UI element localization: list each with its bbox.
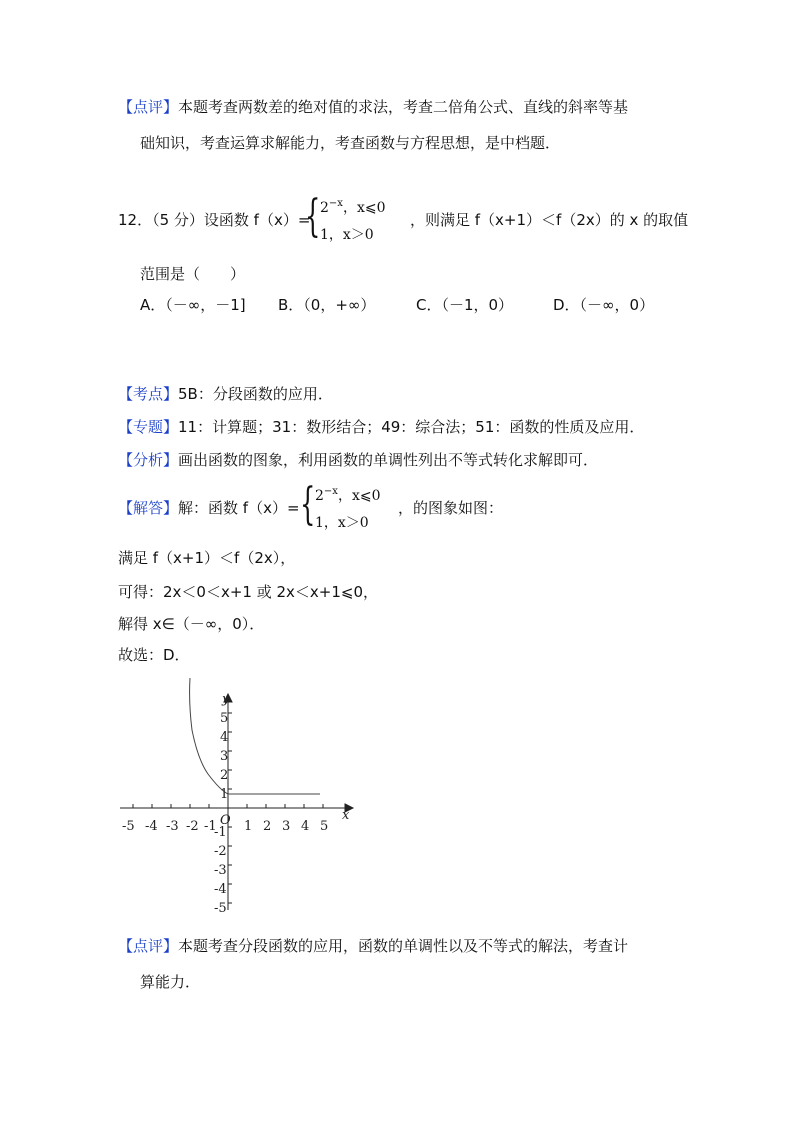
point-text: 5B：分段函数的应用． xyxy=(178,385,333,403)
option-b: B．（0，+∞） xyxy=(278,296,376,314)
y-tick-label: -5 xyxy=(214,901,227,916)
y-tick-label: -1 xyxy=(214,825,227,840)
x-tick-label: 4 xyxy=(301,819,310,834)
solution-tag: 【解答】 xyxy=(118,499,179,517)
option-a: A．（－∞，－1] xyxy=(140,296,246,314)
review-2-line-2: 算能力． xyxy=(140,973,201,991)
topic-tag: 【专题】 xyxy=(118,418,179,436)
x-tick-label: -2 xyxy=(186,819,199,834)
piecewise-brace: { xyxy=(305,191,321,242)
topic-text: 11：计算题；31：数形结合；49：综合法；51：函数的性质及应用． xyxy=(178,418,645,436)
question-case-1: $2^{-x}$，x⩽0 xyxy=(320,198,386,216)
y-tick-label: 5 xyxy=(220,711,229,726)
option-c: C．（－1，0） xyxy=(416,296,514,314)
x-tick-label: 1 xyxy=(244,819,253,834)
x-tick-label: 2 xyxy=(263,819,272,834)
option-d: D．（－∞，0） xyxy=(553,296,655,314)
analysis-text: 画出函数的图象，利用函数的单调性列出不等式转化求解即可． xyxy=(178,451,599,469)
x-tick-label: -1 xyxy=(204,819,217,834)
x-tick-label: -4 xyxy=(145,819,158,834)
solution-case-2: 1，x＞0 xyxy=(315,515,369,531)
question-prefix: 12．（5 分）设函数 f（x）= xyxy=(118,211,311,229)
review-tag: 【点评】 xyxy=(118,937,179,955)
review-1-line-1 xyxy=(118,97,628,117)
solution-intro: 解：函数 f（x）= xyxy=(178,499,300,517)
solution-case-1: $2^{-x}$，x⩽0 xyxy=(315,486,381,504)
y-tick-label: 1 xyxy=(220,787,229,802)
analysis-line xyxy=(118,450,598,470)
x-tick-label: -3 xyxy=(166,819,179,834)
question-suffix: ，则满足 f（x+1）＜f（2x）的 x 的取值 xyxy=(410,211,689,229)
point-tag: 【考点】 xyxy=(118,385,179,403)
point-line xyxy=(118,384,333,404)
y-axis-label: y xyxy=(222,692,230,707)
solution-piecewise-brace: { xyxy=(300,479,316,530)
review-tag: 【点评】 xyxy=(118,98,179,116)
solution-step-1: 满足 f（x+1）＜f（2x）， xyxy=(118,549,296,567)
origin-label: O xyxy=(220,813,231,828)
function-graph xyxy=(110,670,370,925)
x-axis-label: x xyxy=(342,808,350,823)
y-tick-label: 2 xyxy=(220,768,229,783)
y-tick-label: 3 xyxy=(220,749,229,764)
solution-step-2: 可得：2x＜0＜x+1 或 2x＜x+1⩽0， xyxy=(118,583,379,601)
question-case-2: 1，x＞0 xyxy=(320,227,374,243)
solution-step-4: 故选：D． xyxy=(118,646,190,664)
y-tick-label: -2 xyxy=(214,844,227,859)
solution-prefix xyxy=(118,498,300,518)
y-tick-label: -3 xyxy=(214,863,227,878)
solution-step-3: 解得 x∈（－∞，0）． xyxy=(118,615,265,633)
review-text: 本题考查分段函数的应用，函数的单调性以及不等式的解法，考查计 xyxy=(178,937,629,955)
question-line-2: 范围是（ ） xyxy=(140,265,246,283)
review-2-line-1 xyxy=(118,936,628,956)
x-tick-label: -5 xyxy=(122,819,135,834)
analysis-tag: 【分析】 xyxy=(118,451,179,469)
topic-line xyxy=(118,417,644,437)
x-tick-label: 3 xyxy=(282,819,291,834)
y-tick-label: -4 xyxy=(214,882,227,897)
review-text: 本题考查两数差的绝对值的求法，考查二倍角公式、直线的斜率等基 xyxy=(178,98,629,116)
review-1-line-2: 础知识，考查运算求解能力，考查函数与方程思想，是中档题． xyxy=(140,134,561,152)
x-tick-label: 5 xyxy=(320,819,329,834)
solution-suffix: ，的图象如图： xyxy=(398,499,504,517)
y-tick-label: 4 xyxy=(220,730,229,745)
